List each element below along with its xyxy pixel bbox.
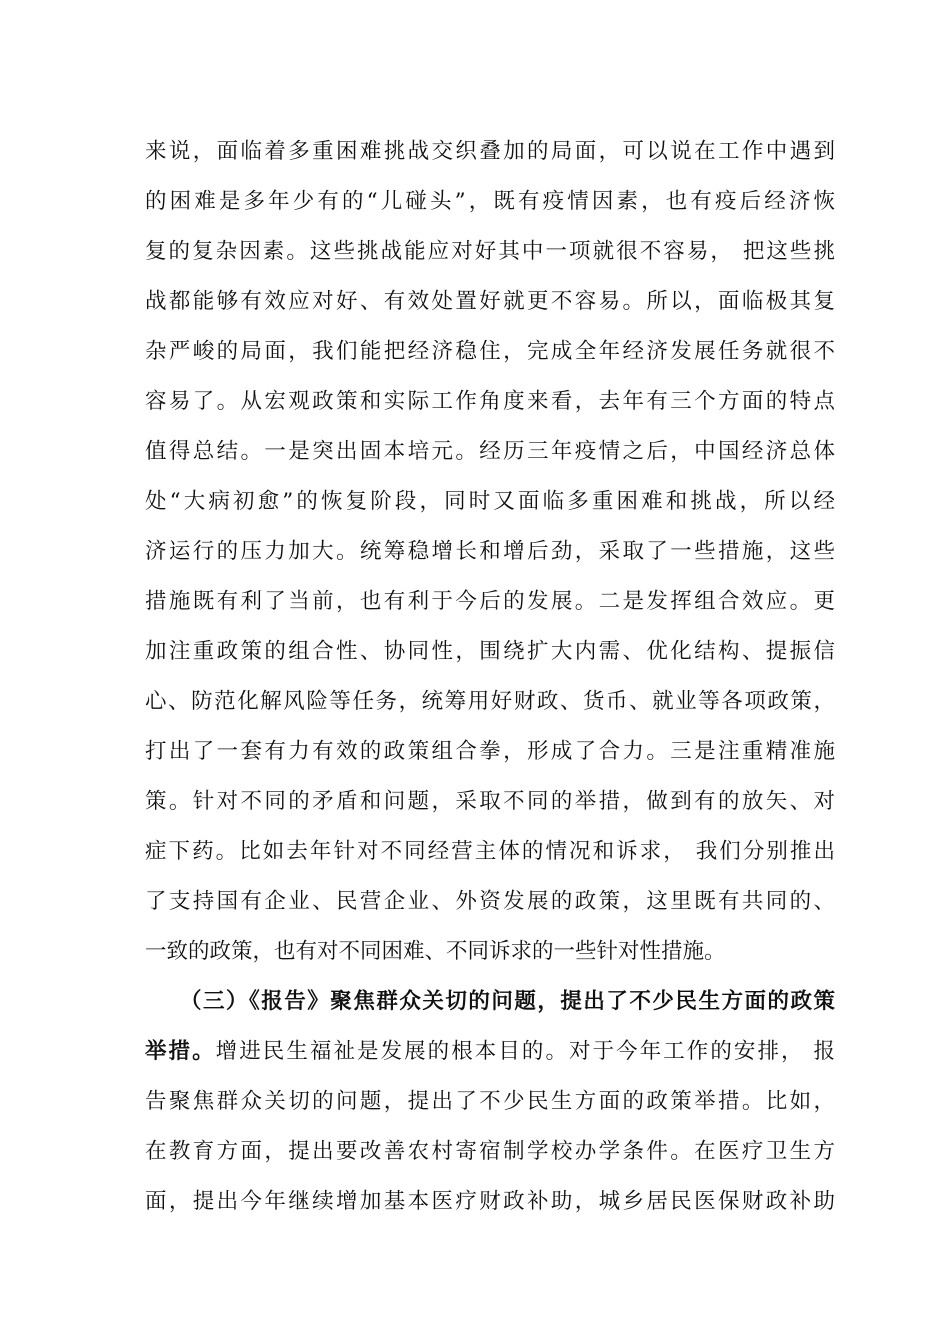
text-line: 战都能够有效应对好、有效处置好就更不容易。所以，面临极其复	[145, 289, 835, 314]
text-line: 心、防范化解风险等任务，统筹用好财政、货币、就业等各项政策，	[145, 689, 835, 714]
text-line: 复的复杂因素。这些挑战能应对好其中一项就很不容易， 把这些挑	[145, 239, 835, 264]
text-line: 的困难是多年少有的“儿碰头”，既有疫情因素，也有疫后经济恢	[145, 189, 835, 214]
section-heading: （三）《报告》聚焦群众关切的问题，提出了不少民生方面的政策	[180, 989, 835, 1014]
text-fragment: 增进民生福祉是发展的根本目的。对于今年工作的安排， 报	[215, 1039, 835, 1064]
text-line: 容易了。从宏观政策和实际工作角度来看，去年有三个方面的特点	[145, 389, 835, 414]
text-line: 值得总结。一是突出固本培元。经历三年疫情之后，中国经济总体	[145, 439, 835, 464]
text-line: 一致的政策，也有对不同困难、不同诉求的一些针对性措施。	[145, 939, 726, 964]
text-line: 措施既有利了当前，也有利于今后的发展。二是发挥组合效应。更	[145, 589, 835, 614]
text-line: 加注重政策的组合性、协同性，围绕扩大内需、优化结构、提振信	[145, 639, 835, 664]
text-line: 告聚焦群众关切的问题，提出了不少民生方面的政策举措。比如，	[145, 1089, 835, 1114]
text-line: 策。针对不同的矛盾和问题，采取不同的举措，做到有的放矢、对	[145, 789, 835, 814]
text-line: 面，提出今年继续增加基本医疗财政补助，城乡居民医保财政补助	[145, 1189, 835, 1214]
text-line: 杂严峻的局面，我们能把经济稳住，完成全年经济发展任务就很不	[145, 339, 835, 364]
text-line: 症下药。比如去年针对不同经营主体的情况和诉求， 我们分别推出	[145, 839, 835, 864]
text-line: 来说，面临着多重困难挑战交织叠加的局面，可以说在工作中遇到	[145, 139, 835, 164]
text-line: 了支持国有企业、民营企业、外资发展的政策，这里既有共同的、	[145, 889, 835, 914]
text-line: 在教育方面，提出要改善农村寄宿制学校办学条件。在医疗卫生方	[145, 1139, 835, 1164]
text-line: 济运行的压力加大。统筹稳增长和增后劲，采取了一些措施，这些	[145, 539, 835, 564]
text-line-mixed	[145, 1034, 835, 1070]
section-heading-end: 举措。	[145, 1039, 216, 1064]
text-line: 处“大病初愈”的恢复阶段，同时又面临多重困难和挑战，所以经	[145, 489, 835, 514]
text-line: 打出了一套有力有效的政策组合拳，形成了合力。三是注重精准施	[145, 739, 835, 764]
